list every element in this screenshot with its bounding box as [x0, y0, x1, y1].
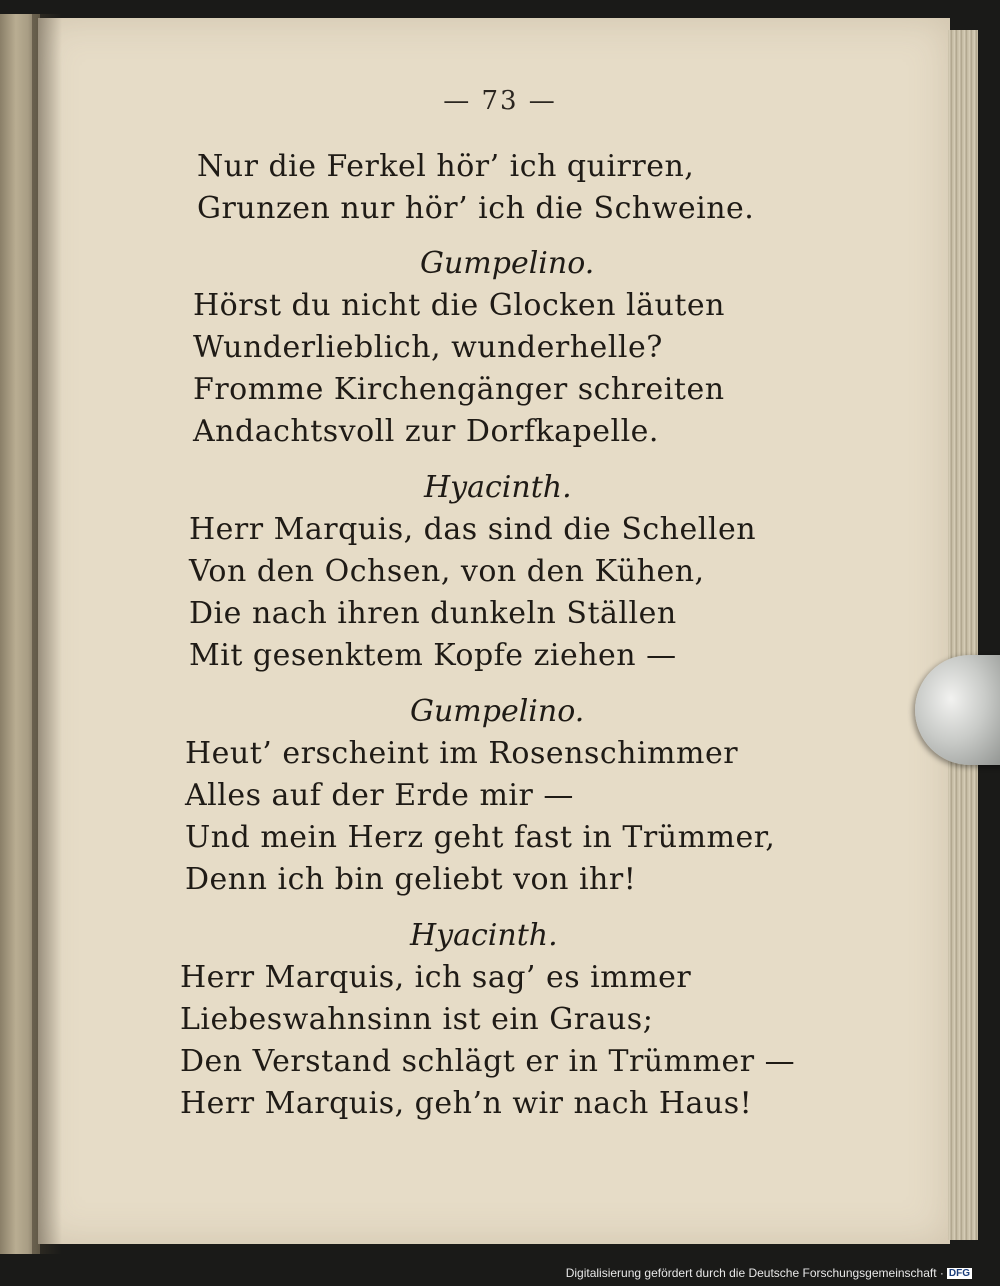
- speaker-name: Hyacinth.: [410, 918, 558, 953]
- verse-line: Fromme Kirchengänger schreiten: [193, 372, 725, 407]
- page-stack-edge: [948, 30, 978, 1240]
- verse-line: Alles auf der Erde mir —: [185, 778, 574, 813]
- verse-line: Die nach ihren dunkeln Ställen: [189, 596, 677, 631]
- verse-line: Mit gesenktem Kopfe ziehen —: [189, 638, 677, 673]
- verse-line: Grunzen nur hör’ ich die Schweine.: [197, 191, 755, 226]
- verse-line: Hörst du nicht die Glocken läuten: [193, 288, 725, 323]
- verse-line: Wunderlieblich, wunderhelle?: [193, 330, 663, 365]
- verse-line: Andachtsvoll zur Dorfkapelle.: [193, 414, 659, 449]
- stanza-1: [197, 146, 754, 230]
- spine-shadow: [32, 14, 62, 1254]
- verse-line: Heut’ erscheint im Rosenschimmer: [185, 736, 739, 771]
- credit-text: Digitalisierung gefördert durch die Deutsche Forschungsgemeinschaft ·: [565, 1266, 944, 1280]
- verse-line: Herr Marquis, das sind die Schellen: [189, 512, 757, 547]
- stanza-4: [185, 733, 775, 901]
- stanza-3: [189, 509, 756, 677]
- stanza-5: [180, 957, 795, 1125]
- verse-line: Und mein Herz geht fast in Trümmer,: [185, 820, 776, 855]
- page-number: — 73 —: [443, 86, 557, 116]
- verse-line: Nur die Ferkel hör’ ich quirren,: [197, 149, 695, 184]
- stanza-2: [193, 285, 725, 453]
- verse-line: Herr Marquis, ich sag’ es immer: [180, 960, 692, 995]
- speaker-name: Gumpelino.: [420, 246, 595, 281]
- speaker-name: Hyacinth.: [424, 470, 572, 505]
- verse-line: Von den Ochsen, von den Kühen,: [189, 554, 705, 589]
- verse-line: Herr Marquis, geh’n wir nach Haus!: [180, 1086, 753, 1121]
- speaker-name: Gumpelino.: [410, 694, 585, 729]
- verse-line: Liebeswahnsinn ist ein Graus;: [180, 1002, 654, 1037]
- digitization-credit: [566, 1266, 972, 1280]
- dfg-logo: DFG: [948, 1268, 970, 1280]
- verse-line: Den Verstand schlägt er in Trümmer —: [180, 1044, 796, 1079]
- verse-line: Denn ich bin geliebt von ihr!: [185, 862, 637, 897]
